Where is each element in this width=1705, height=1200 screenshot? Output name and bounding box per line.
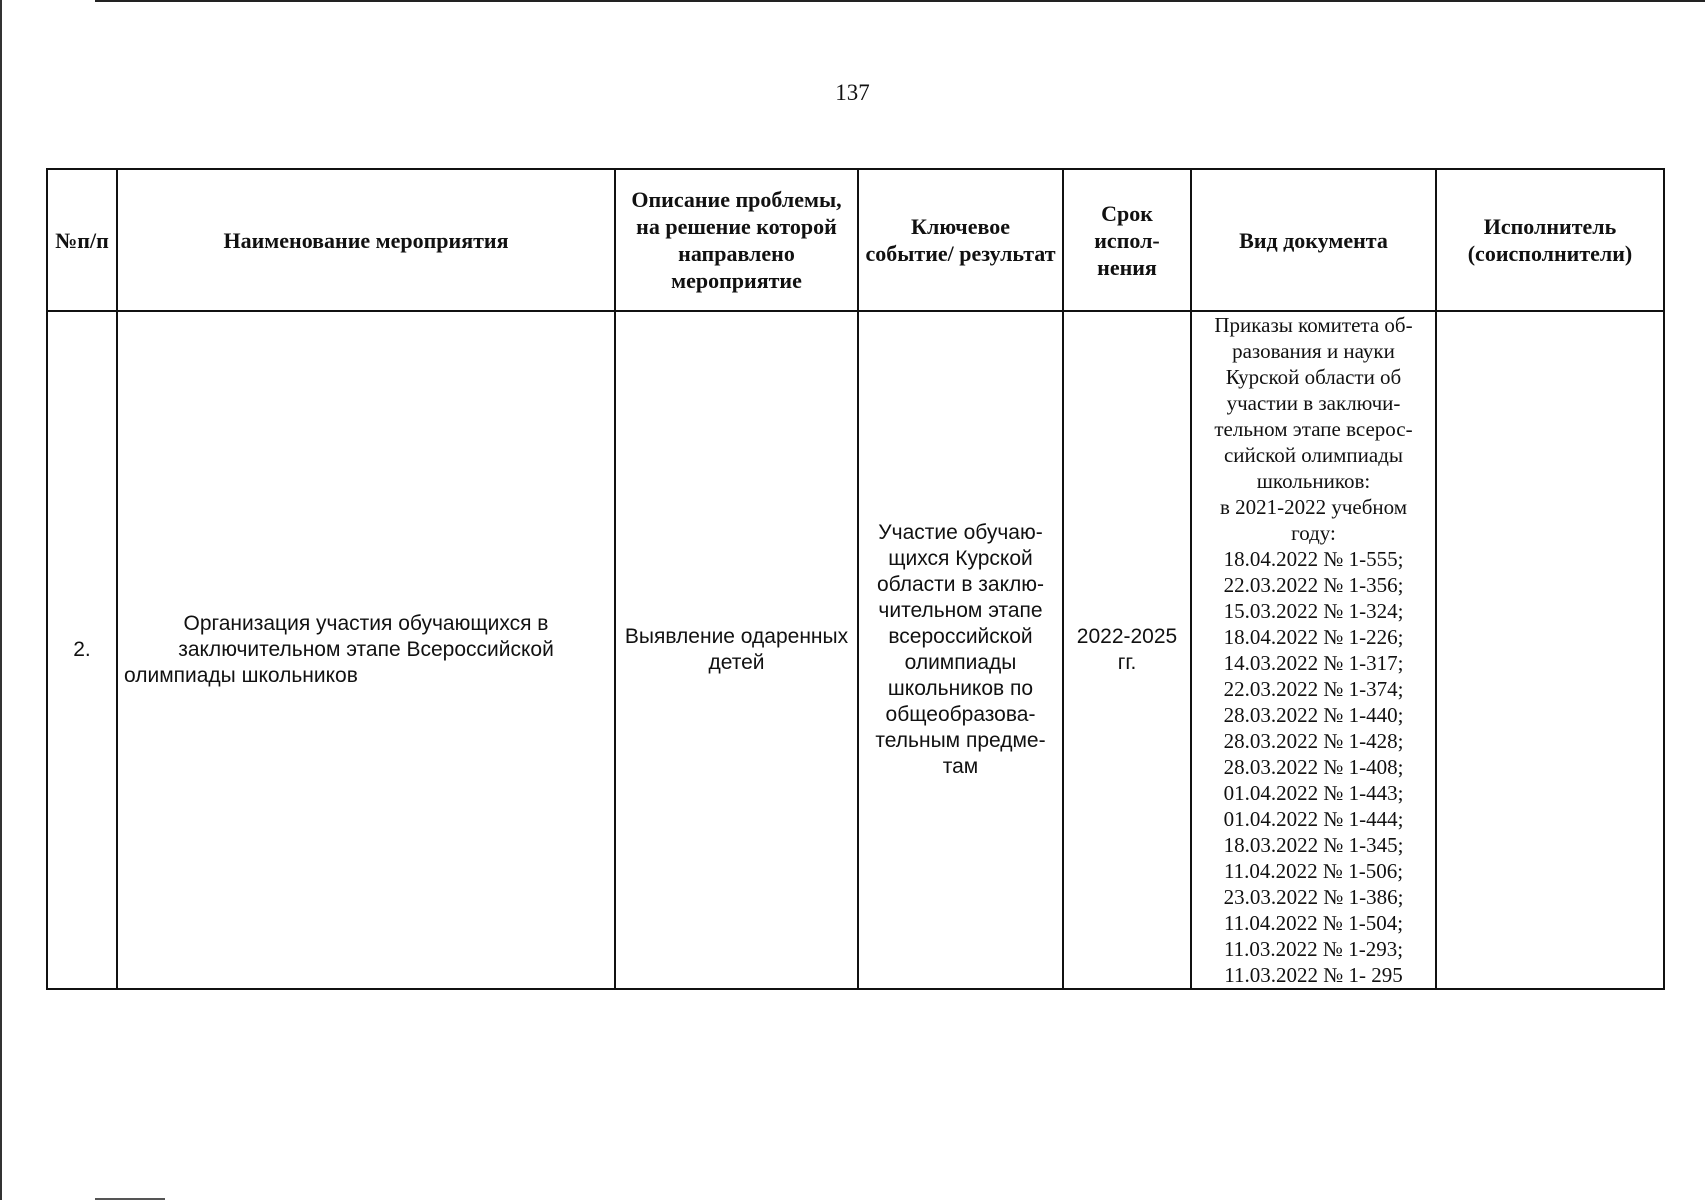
document-intro: Приказы комитета об-разования и науки Курской области об участии в заключи-тельном этапе всерос-сийской олимпиады школьников: xyxy=(1214,313,1413,493)
document-order-item: 28.03.2022 № 1-428; xyxy=(1223,729,1404,753)
document-order-item: 18.04.2022 № 1-555; xyxy=(1223,547,1404,571)
document-order-item: 14.03.2022 № 1-317; xyxy=(1223,651,1404,675)
activity-name: Организация участия обучающихся в заключительном этапе Всероссийской олимпиады школьников xyxy=(117,311,615,989)
table-row xyxy=(47,311,1664,989)
header-number: №п/п xyxy=(47,169,117,311)
document-order-item: 23.03.2022 № 1-386; xyxy=(1223,885,1404,909)
document-order-item: 11.03.2022 № 1- 295 xyxy=(1224,963,1403,987)
scan-top-border xyxy=(95,0,1705,2)
execution-term: 2022-2025 гг. xyxy=(1063,311,1191,989)
header-term: Срок испол-нения xyxy=(1063,169,1191,311)
document-order-item: 22.03.2022 № 1-374; xyxy=(1223,677,1404,701)
executor xyxy=(1436,311,1664,989)
activity-plan-table xyxy=(46,168,1665,990)
row-number: 2. xyxy=(47,311,117,989)
header-activity-name: Наименование мероприятия xyxy=(117,169,615,311)
document-order-item: 22.03.2022 № 1-356; xyxy=(1223,573,1404,597)
header-executor: Исполнитель (соисполнители) xyxy=(1436,169,1664,311)
document-order-item: 11.04.2022 № 1-504; xyxy=(1223,911,1404,935)
problem-description: Выявление одаренных детей xyxy=(615,311,858,989)
document-order-item: 15.03.2022 № 1-324; xyxy=(1223,599,1404,623)
document-order-item: 28.03.2022 № 1-440; xyxy=(1223,703,1404,727)
header-key-event: Ключевое событие/ результат xyxy=(858,169,1063,311)
page-number: 137 xyxy=(835,80,870,105)
document-type xyxy=(1191,311,1436,989)
document-order-item: 01.04.2022 № 1-443; xyxy=(1223,781,1404,805)
document-order-list xyxy=(1198,546,1429,988)
scan-left-border xyxy=(0,0,2,1200)
key-event-result: Участие обучаю-щихся Курской области в заклю-чительном этапе всероссийской олимпиады школьников по общеобразова-тельным предме-там xyxy=(858,311,1063,989)
document-order-item: 28.03.2022 № 1-408; xyxy=(1223,755,1404,779)
document-school-year: в 2021-2022 учебном году: xyxy=(1219,495,1408,545)
document-order-item: 11.04.2022 № 1-506; xyxy=(1223,859,1404,883)
header-document-type: Вид документа xyxy=(1191,169,1436,311)
header-problem-description: Описание проблемы, на решение которой направлено мероприятие xyxy=(615,169,858,311)
document-order-item: 11.03.2022 № 1-293; xyxy=(1223,937,1404,961)
document-order-item: 18.04.2022 № 1-226; xyxy=(1223,625,1404,649)
document-order-item: 01.04.2022 № 1-444; xyxy=(1223,807,1404,831)
table-header-row xyxy=(47,169,1664,311)
document-order-item: 18.03.2022 № 1-345; xyxy=(1223,833,1404,857)
